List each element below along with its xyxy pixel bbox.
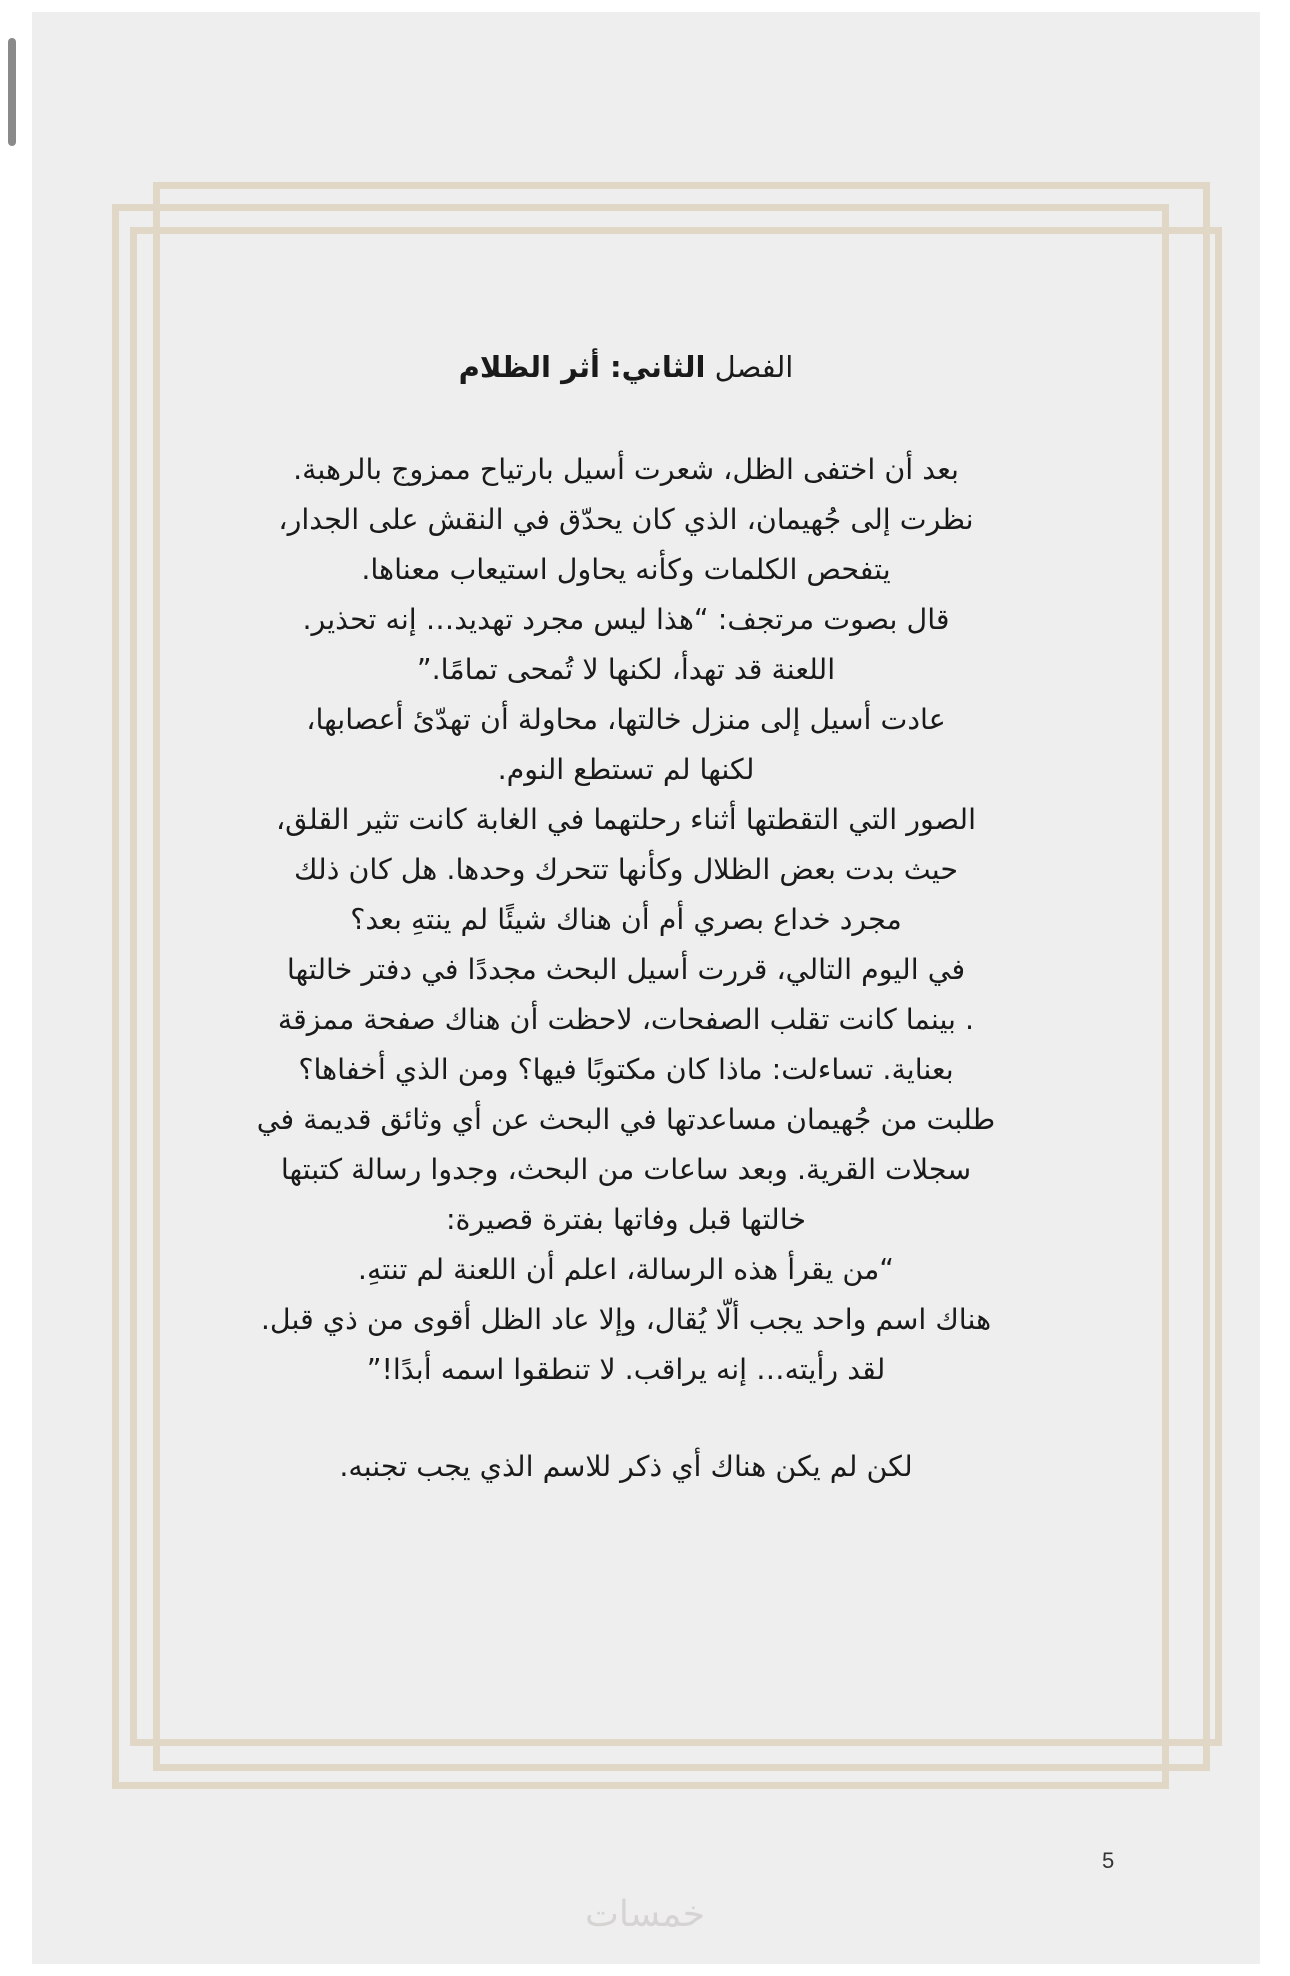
closing-line: لكن لم يكن هناك أي ذكر للاسم الذي يجب تجنبه. (339, 1450, 913, 1483)
paragraph-line: يتفحص الكلمات وكأنه يحاول استيعاب معناها. (361, 553, 891, 586)
paragraph-line: هناك اسم واحد يجب ألّا يُقال، وإلا عاد الظل أقوى من ذي قبل. (260, 1303, 992, 1336)
paragraph-line: الصور التي التقطتها أثناء رحلتهما في الغابة كانت تثير القلق، (275, 803, 977, 836)
chapter-title (150, 342, 1102, 392)
paragraph-line: خالتها قبل وفاتها بفترة قصيرة: (445, 1203, 807, 1236)
paragraph-line: نظرت إلى جُهيمان، الذي كان يحدّق في النقش على الجدار، (278, 503, 974, 536)
paragraph-line: لكنها لم تستطع النوم. (497, 753, 755, 786)
chapter-title-name: الثاني: أثر الظلام (458, 350, 706, 384)
watermark-logo: خمسات (584, 1894, 706, 1935)
chapter-title-prefix: الفصل (714, 350, 794, 384)
paragraph-line: سجلات القرية. وبعد ساعات من البحث، وجدوا رسالة كتبتها (280, 1153, 972, 1186)
paragraph-line: . بينما كانت تقلب الصفحات، لاحظت أن هناك صفحة ممزقة (277, 1003, 975, 1036)
chapter-paragraph (150, 445, 1102, 1395)
paragraph-line: قال بصوت مرتجف: “هذا ليس مجرد تهديد… إنه تحذير. (302, 603, 950, 636)
paragraph-line: بعناية. تساءلت: ماذا كان مكتوبًا فيها؟ ومن الذي أخفاها؟ (298, 1053, 954, 1086)
scrollbar-thumb[interactable] (8, 38, 16, 146)
paragraph-line: بعد أن اختفى الظل، شعرت أسيل بارتياح ممزوج بالرهبة. (293, 453, 959, 486)
paragraph-line: مجرد خداع بصري أم أن هناك شيئًا لم ينتهِ بعد؟ (350, 903, 902, 936)
paragraph-line: في اليوم التالي، قررت أسيل البحث مجددًا في دفتر خالتها (286, 953, 966, 986)
paragraph-line: “من يقرأ هذه الرسالة، اعلم أن اللعنة لم تنتهِ. (357, 1253, 895, 1286)
paragraph-line: طلبت من جُهيمان مساعدتها في البحث عن أي وثائق قديمة في (256, 1103, 996, 1136)
paragraph-line: حيث بدت بعض الظلال وكأنها تتحرك وحدها. هل كان ذلك (294, 853, 958, 886)
chapter-content (150, 342, 1102, 1492)
paragraph-line: لقد رأيته… إنه يراقب. لا تنطقوا اسمه أبدًا!” (366, 1353, 886, 1386)
paragraph-line: اللعنة قد تهدأ، لكنها لا تُمحى تمامًا.” (416, 653, 836, 686)
paragraph-line: عادت أسيل إلى منزل خالتها، محاولة أن تهدّئ أعصابها، (306, 703, 946, 736)
page-number: 5 (1102, 1848, 1115, 1873)
